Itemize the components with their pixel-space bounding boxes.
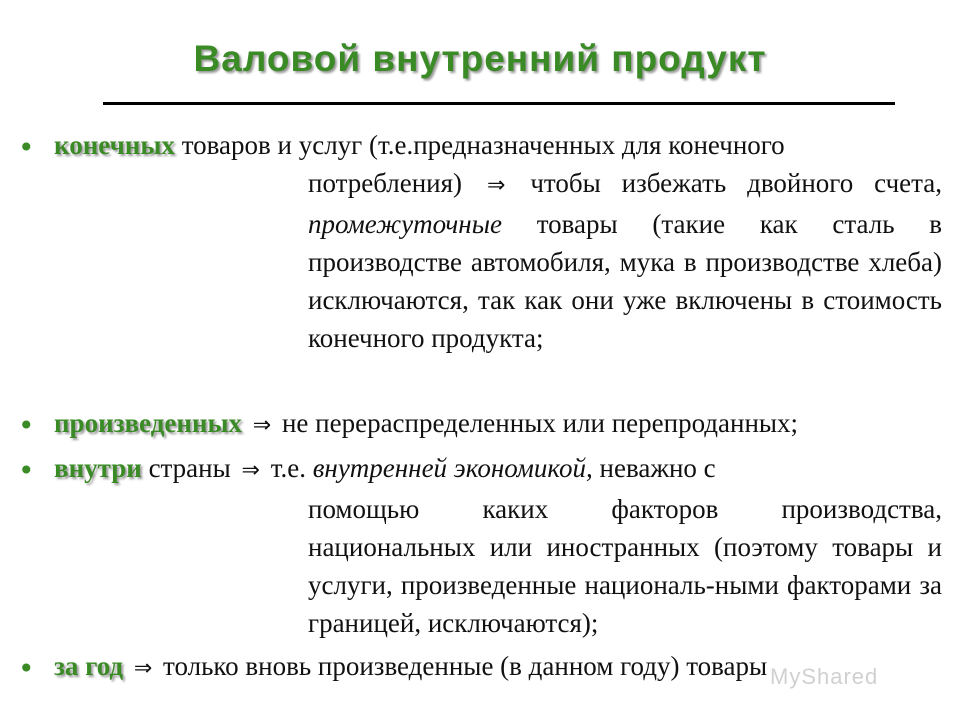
item-text: только вновь произведенные (в данном году) товары — [156, 651, 768, 681]
item-text: страны — [141, 453, 238, 483]
item-line — [54, 449, 944, 490]
implies-arrow-icon: ⇒ — [252, 413, 272, 438]
list-item-produced — [54, 404, 944, 445]
bullet-icon: • — [18, 454, 35, 487]
item-text: товаров и услуг (т.е.предназначенных для конечного — [174, 130, 785, 160]
bullet-icon: • — [18, 409, 35, 442]
implies-arrow-icon: ⇒ — [486, 173, 506, 198]
keyword-final: конечных — [54, 130, 175, 160]
item-italic-text: внутренней экономикой, — [312, 453, 593, 483]
item-line — [54, 126, 944, 164]
keyword-produced: произведенных — [54, 408, 243, 438]
list-item-domestic — [54, 449, 944, 642]
watermark-logo: MyShared — [770, 664, 879, 689]
item-continuation: помощью каких факторов производства, национальных или иностранных (поэтому товары и услуги, произведенные националь-ными факторами за границей, исключаются); — [308, 494, 942, 638]
keyword-domestic: внутри — [54, 453, 142, 483]
list-item-final-goods — [54, 126, 944, 357]
item-text: чтобы избежать двойного счета, — [509, 168, 942, 198]
item-text: не перераспределенных или перепроданных; — [275, 408, 799, 438]
item-text: потребления) — [308, 168, 463, 198]
keyword-per-year: за год — [54, 651, 124, 681]
slide-title: Валовой внутренний продукт — [193, 38, 767, 79]
item-italic-text: промежуточные — [308, 209, 502, 239]
bullet-icon: • — [18, 652, 35, 685]
bullet-icon: • — [18, 131, 35, 164]
title-divider — [103, 102, 895, 105]
implies-arrow-icon: ⇒ — [241, 458, 260, 483]
item-text: товары (такие как сталь в производстве автомобиля, мука в производстве хлеба) исключаются, так как они уже включены в стоимость конечного продукта; — [308, 209, 942, 353]
item-text: неважно с — [592, 453, 716, 483]
item-text: т.е. — [263, 453, 313, 483]
implies-arrow-icon: ⇒ — [133, 656, 153, 681]
item-continuation — [308, 164, 942, 357]
